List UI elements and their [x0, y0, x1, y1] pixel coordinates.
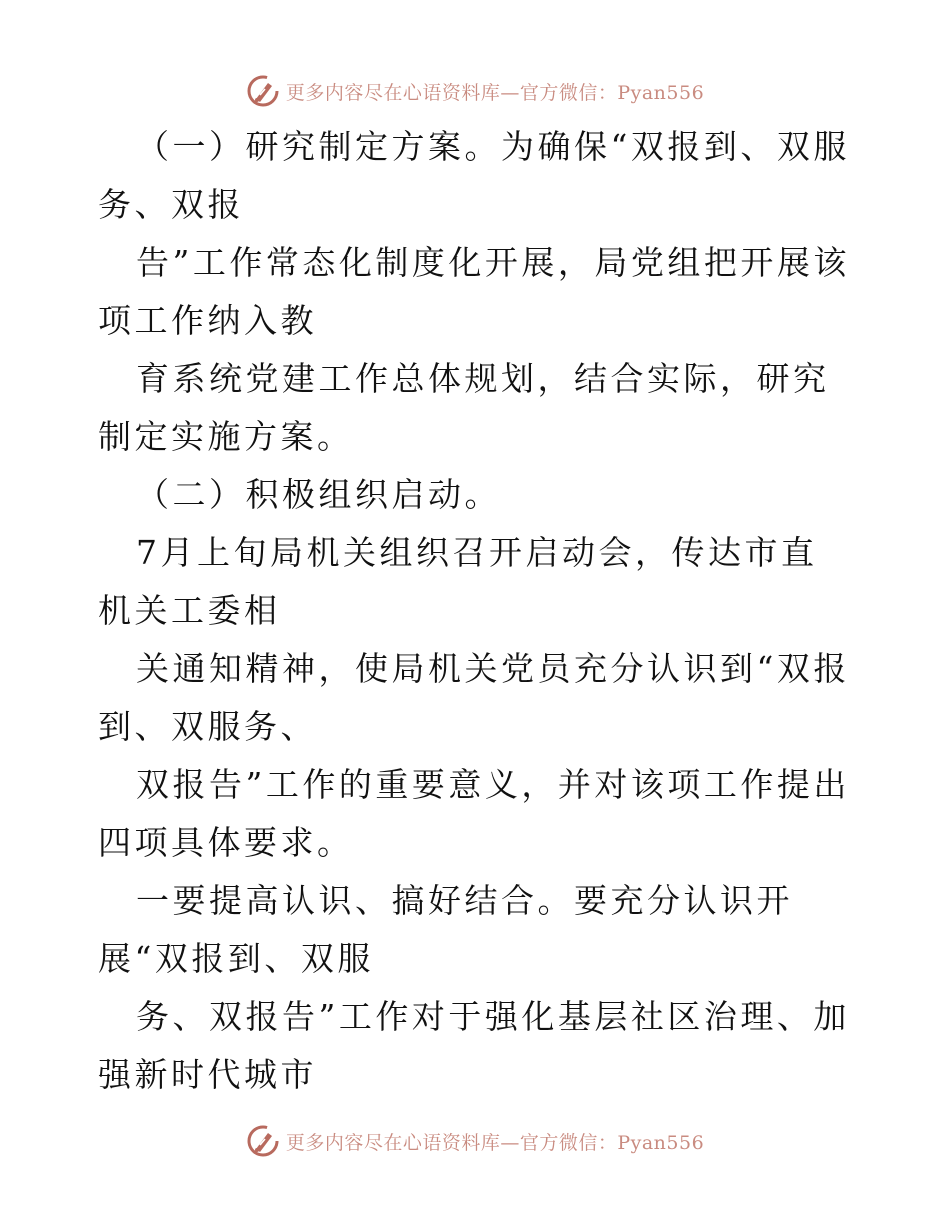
paragraph: 双报告”工作的重要意义，并对该项工作提出四项具体要求。	[98, 765, 850, 862]
watermark-text: 更多内容尽在心语资料库—官方微信：Pyan556	[285, 81, 705, 104]
pen-nib-circle-icon	[246, 1124, 280, 1158]
document-body	[98, 118, 850, 1104]
paragraph: （一）研究制定方案。为确保“双报到、双服务、双报	[98, 127, 850, 224]
header-watermark	[0, 71, 950, 111]
paragraph: 育系统党建工作总体规划，结合实际，研究制定实施方案。	[98, 359, 830, 456]
paragraph: 关通知精神，使局机关党员充分认识到“双报到、双服务、	[98, 649, 850, 746]
paragraph: 告”工作常态化制度化开展，局党组把开展该项工作纳入教	[98, 243, 850, 340]
paragraph: （二）积极组织启动。	[136, 475, 501, 514]
paragraph: 务、双报告”工作对于强化基层社区治理、加强新时代城市	[98, 997, 850, 1094]
paragraph: 7月上旬局机关组织召开启动会，传达市直机关工委相	[98, 533, 818, 630]
pen-nib-circle-icon	[246, 74, 280, 108]
footer-watermark	[0, 1121, 950, 1161]
watermark-text: 更多内容尽在心语资料库—官方微信：Pyan556	[285, 1131, 705, 1154]
paragraph: 一要提高认识、搞好结合。要充分认识开展“双报到、双服	[98, 881, 793, 978]
